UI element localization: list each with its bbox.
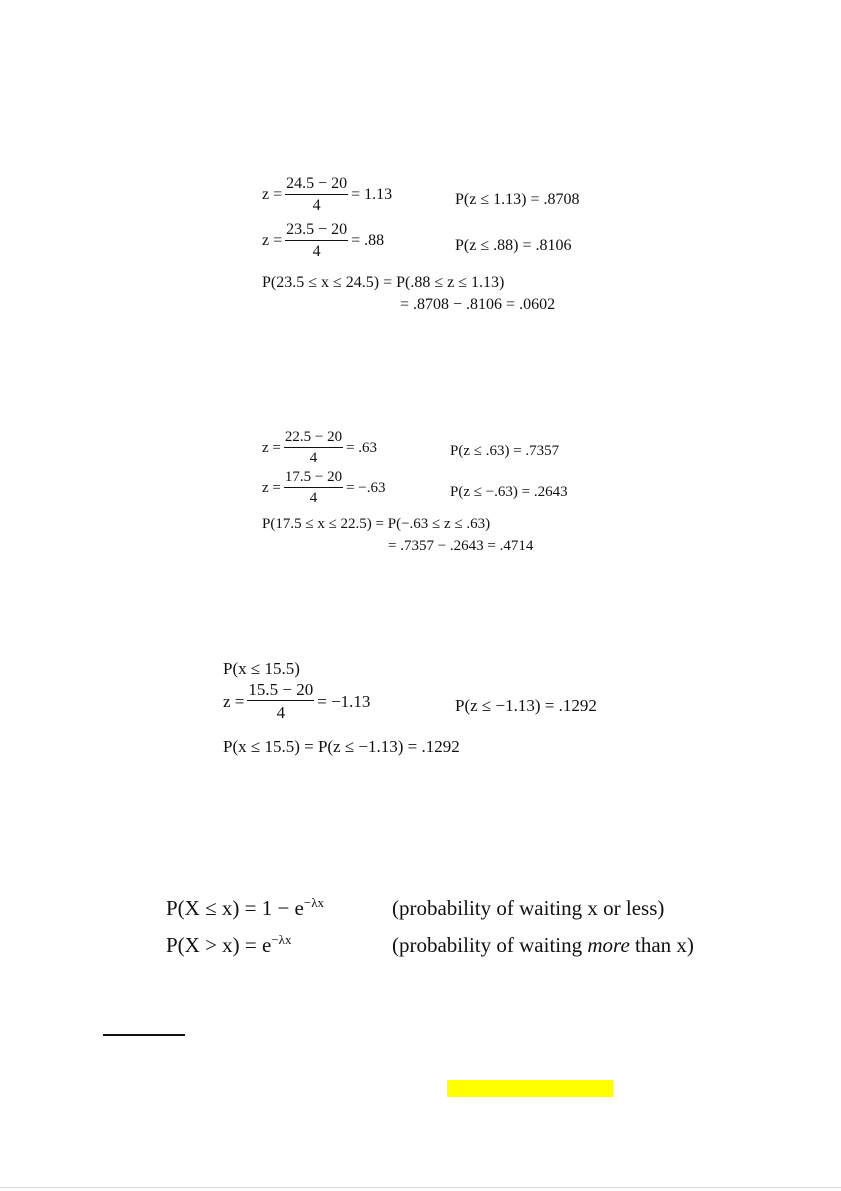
exponent: −λx xyxy=(303,895,325,910)
z-label: z = xyxy=(262,479,281,496)
probability: P(z ≤ .88) = .8106 xyxy=(455,237,572,254)
z-result: = .88 xyxy=(351,232,385,249)
z-score-row xyxy=(262,176,392,214)
denominator: 4 xyxy=(312,197,321,214)
z-label: z = xyxy=(262,186,283,203)
range-probability: P(17.5 ≤ x ≤ 22.5) = P(−.63 ≤ z ≤ .63) xyxy=(262,516,491,532)
fraction xyxy=(285,176,348,214)
section-heading-underline xyxy=(103,1034,185,1036)
page-bottom-rule xyxy=(0,1187,841,1188)
z-score-row xyxy=(262,222,384,260)
probability: P(z ≤ .63) = .7357 xyxy=(450,443,560,459)
z-label: z = xyxy=(262,232,283,249)
z-result: = −1.13 xyxy=(317,691,371,711)
denominator: 4 xyxy=(309,450,318,466)
z-label: z = xyxy=(262,439,281,456)
cdf-note: (probability of waiting x or less) xyxy=(392,896,665,920)
numerator: 24.5 − 20 xyxy=(286,175,348,192)
cdf-formula: $P(X \le x) = 1 - e^{-\lambda x}$ xyxy=(166,895,325,920)
denominator: 4 xyxy=(276,703,286,722)
block-header: P(x ≤ 15.5) xyxy=(223,659,300,678)
range-probability: P(23.5 ≤ x ≤ 24.5) = P(.88 ≤ z ≤ 1.13) xyxy=(262,274,505,291)
probability: P(z ≤ −.63) = .2643 xyxy=(450,484,568,500)
numerator: 23.5 − 20 xyxy=(286,221,348,238)
fraction xyxy=(247,681,314,721)
highlight-mark xyxy=(447,1080,613,1097)
z-score-row xyxy=(262,430,377,466)
z-result: = .63 xyxy=(346,439,378,456)
exponent: −λx xyxy=(271,932,292,947)
numerator: 15.5 − 20 xyxy=(248,680,314,699)
difference: = .7357 − .2643 = .4714 xyxy=(388,538,534,554)
difference: = .8708 − .8106 = .0602 xyxy=(400,296,556,313)
z-label: z = xyxy=(223,691,245,711)
z-score-row xyxy=(262,470,386,506)
probability: P(z ≤ 1.13) = .8708 xyxy=(455,191,580,208)
denominator: 4 xyxy=(312,243,321,260)
probability: P(z ≤ −1.13) = .1292 xyxy=(455,696,597,715)
result-probability: P(x ≤ 15.5) = P(z ≤ −1.13) = .1292 xyxy=(223,737,460,756)
tail-formula: $P(X > x) = e^{-\lambda x}$ xyxy=(166,932,292,957)
numerator: 17.5 − 20 xyxy=(284,469,343,485)
fraction xyxy=(284,430,343,466)
z-result: = 1.13 xyxy=(351,186,393,203)
tail-note: (probability of waiting more than x) xyxy=(392,933,694,957)
denominator: 4 xyxy=(309,490,318,506)
z-result: = −.63 xyxy=(346,479,386,496)
numerator: 22.5 − 20 xyxy=(284,429,343,445)
fraction xyxy=(284,470,343,506)
z-score-row xyxy=(223,681,370,721)
fraction xyxy=(285,222,348,260)
